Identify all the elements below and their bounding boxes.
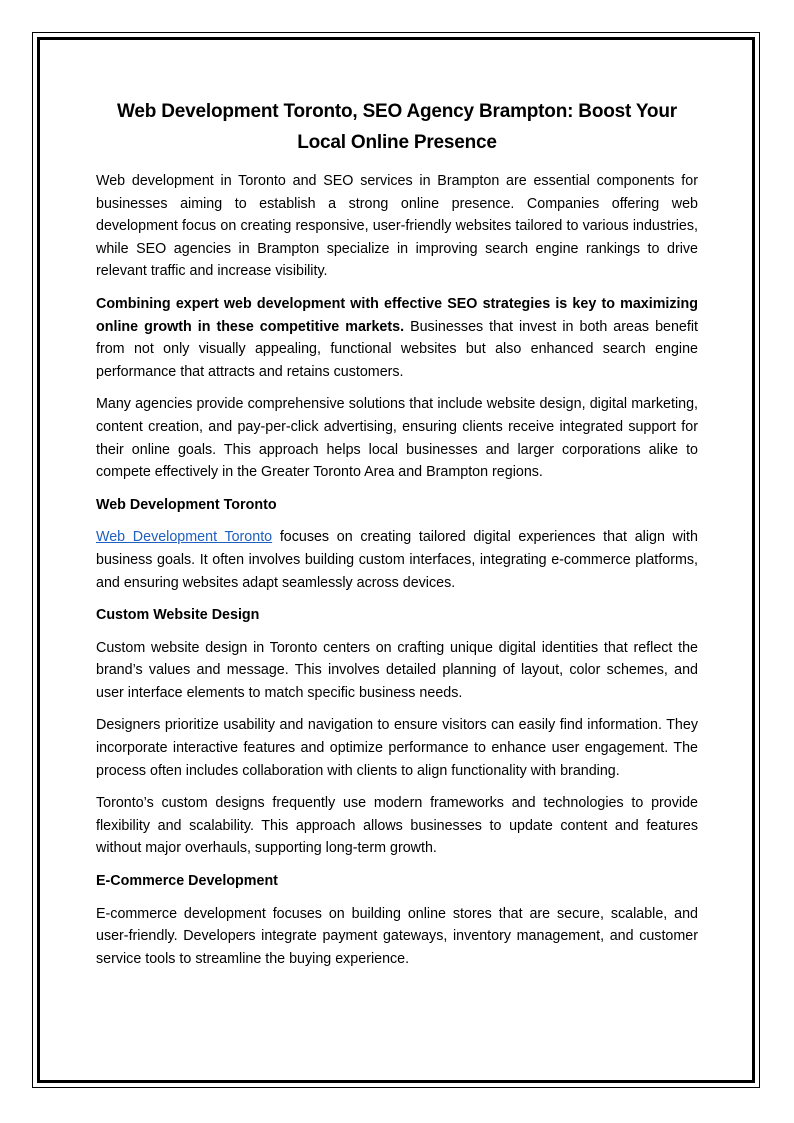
ecommerce-heading: E-Commerce Development: [96, 873, 278, 890]
custom-design-paragraph-3: Toronto’s custom designs frequently use modern frameworks and technologies to provide flexibility and scalability. This approach allows businesses to update content and features without major overhauls, supporting long-term growth.: [96, 795, 698, 857]
ecommerce-paragraph-1: E-commerce development focuses on building online stores that are secure, scalable, and user-friendly. Developers integrate payment gateways, inventory management, and customer service tools to streamline the buying experience.: [96, 905, 698, 967]
web-dev-body-text: focuses on creating tailored digital experiences that align with business goals. It often involves building custom interfaces, integrating e-commerce platforms, and ensuring websites adapt seamlessly across devices.: [96, 529, 698, 591]
combining-bold-text: Combining expert web development with effective SEO strategies is key to maximizing online growth in these competitive markets.: [96, 295, 698, 335]
document-title: Web Development Toronto, SEO Agency Brampton: Boost Your Local Online Presence: [117, 101, 677, 153]
web-dev-heading: Web Development Toronto: [96, 496, 277, 513]
combining-paragraph: [96, 293, 698, 383]
custom-design-paragraph-2: Designers prioritize usability and navigation to ensure visitors can easily find information. They incorporate interactive features and optimize performance to enhance user engagement. The process often includes collaboration with clients to align functionality with branding.: [96, 717, 698, 779]
intro-paragraph: Web development in Toronto and SEO services in Brampton are essential components for businesses aiming to establish a strong online presence. Companies offering web development focus on creating responsive, user-friendly websites tailored to various industries, while SEO agencies in Brampton specialize in improving search engine rankings to drive relevant traffic and increase visibility.: [96, 173, 698, 280]
web-dev-link[interactable]: Web Development Toronto: [96, 529, 273, 546]
combining-rest-text: Businesses that invest in both areas benefit from not only visually appealing, functional websites but also enhanced search engine performance that attracts and retains customers.: [96, 318, 698, 380]
custom-design-heading: Custom Website Design: [96, 607, 260, 624]
agencies-paragraph: Many agencies provide comprehensive solutions that include website design, digital marketing, content creation, and pay-per-click advertising, ensuring clients receive integrated support for their online goals. This approach helps local businesses and larger corporations alike to compete effectively in the Greater Toronto Area and Brampton regions.: [96, 396, 698, 481]
web-dev-paragraph: [96, 526, 698, 594]
custom-design-paragraph-1: Custom website design in Toronto centers on crafting unique digital identities that reflect the brand’s values and message. This involves detailed planning of layout, color schemes, and user interface elements to match specific business needs.: [96, 639, 698, 701]
document-body: [96, 96, 698, 980]
